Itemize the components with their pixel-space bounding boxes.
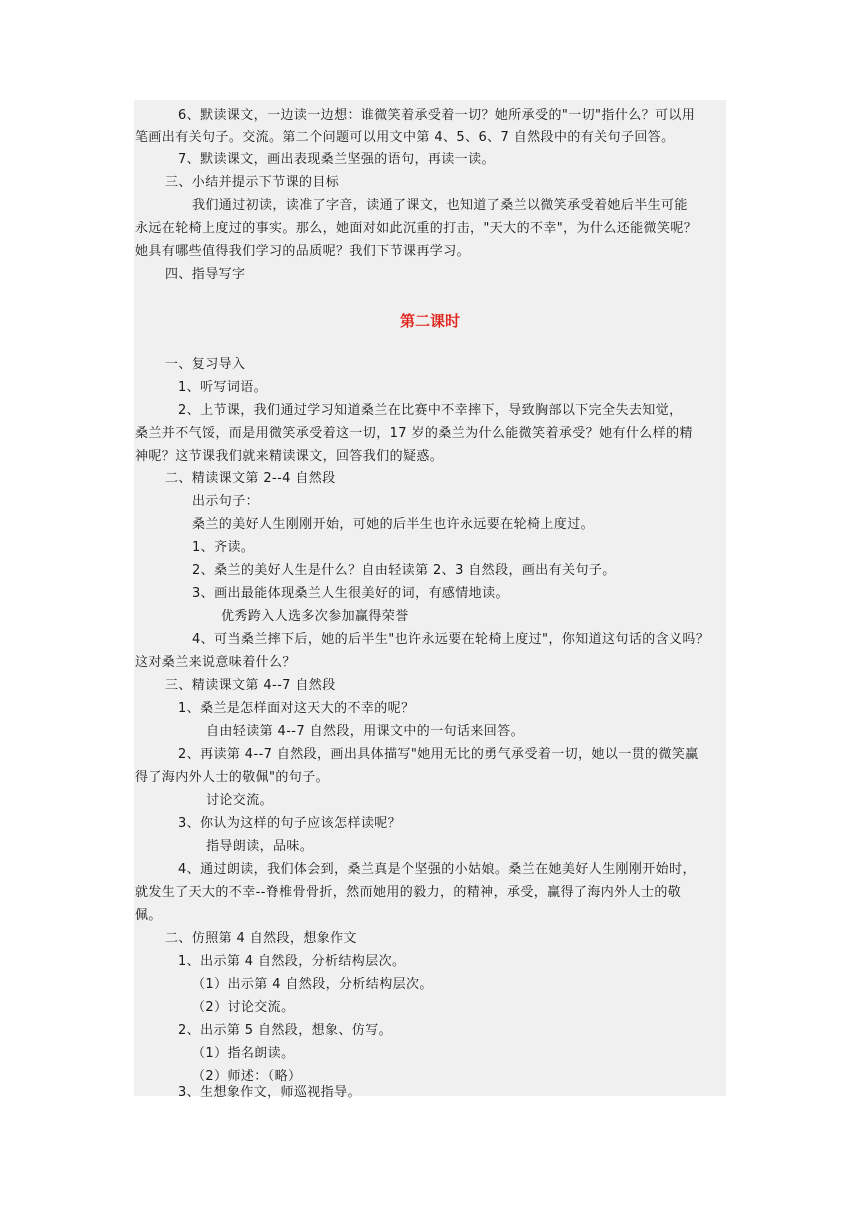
paragraph-line: 1、桑兰是怎样面对这天大的不幸的呢？	[178, 701, 415, 716]
paragraph-line: 出示句子：	[192, 494, 260, 509]
paragraph-line: 得了海内外人士的敬佩"的句子。	[135, 770, 329, 785]
paragraph-line: （1）出示第 4 自然段，分析结构层次。	[192, 977, 433, 992]
paragraph-line: 2、出示第 5 自然段，想象、仿写。	[178, 1023, 393, 1038]
paragraph-line: 这对桑兰来说意味着什么？	[135, 655, 296, 670]
section-heading: 一、复习导入	[165, 357, 246, 372]
paragraph-line: 神呢？这节课我们就来精读课文，回答我们的疑惑。	[135, 449, 444, 464]
paragraph-line: 桑兰并不气馁，而是用微笑承受着这一切，17 岁的桑兰为什么能微笑着承受？她有什么样的精	[135, 426, 693, 441]
section-heading: 二、精读课文第 2--4 自然段	[165, 471, 336, 486]
paragraph-line: 3、你认为这样的句子应该怎样读呢？	[178, 816, 402, 831]
paragraph-line: 我们通过初读，读准了字音，读通了课文，也知道了桑兰以微笑承受着她后半生可能	[192, 198, 688, 213]
paragraph-line: 她具有哪些值得我们学习的品质呢？我们下节课再学习。	[135, 244, 471, 259]
paragraph-line: 7、默读课文，画出表现桑兰坚强的语句，再读一读。	[178, 152, 495, 167]
paragraph-line: 优秀跨入人选多次参加赢得荣誉	[221, 609, 409, 624]
paragraph-line: 3、生想象作文，师巡视指导。	[178, 1085, 361, 1100]
paragraph-line: 2、再读第 4--7 自然段，画出具体描写"她用无比的勇气承受着一切，她以一贯的微笑赢	[178, 747, 699, 762]
paragraph-line: 4、通过朗读，我们体会到，桑兰真是个坚强的小姑娘。桑兰在她美好人生刚刚开始时，	[178, 862, 696, 877]
paragraph-line: 佩。	[135, 908, 162, 923]
paragraph-line: 1、出示第 4 自然段，分析结构层次。	[178, 954, 406, 969]
paragraph-line: 3、画出最能体现桑兰人生很美好的词，有感情地读。	[192, 586, 509, 601]
paragraph-line: 2、上节课，我们通过学习知道桑兰在比赛中不幸摔下，导致胸部以下完全失去知觉，	[178, 403, 683, 418]
paragraph-line: 1、齐读。	[192, 540, 255, 555]
paragraph-line: 1、听写词语。	[178, 380, 268, 395]
paragraph-line: （1）指名朗读。	[192, 1046, 295, 1061]
paragraph-line: 自由轻读第 4--7 自然段，用课文中的一句话来回答。	[206, 724, 524, 739]
paragraph-line: （2）师述：（略）	[192, 1069, 302, 1084]
paragraph-line: 讨论交流。	[206, 793, 274, 808]
paragraph-line: 笔画出有关句子。交流。第二个问题可以用文中第 4、5、6、7 自然段中的有关句子回答。	[135, 130, 675, 145]
section-heading: 二、仿照第 4 自然段，想象作文	[165, 931, 357, 946]
paragraph-line: 就发生了天大的不幸--脊椎骨骨折，然而她用的毅力，的精神，承受，赢得了海内外人士的敬	[135, 885, 682, 900]
paragraph-line: 2、桑兰的美好人生是什么？自由轻读第 2、3 自然段，画出有关句子。	[192, 563, 616, 578]
paragraph-line: 桑兰的美好人生刚刚开始，可她的后半生也许永远要在轮椅上度过。	[192, 517, 595, 532]
section-heading: 三、精读课文第 4--7 自然段	[165, 678, 336, 693]
paragraph-line: 6、默读课文，一边读一边想：谁微笑着承受着一切？她所承受的"一切"指什么？可以用	[178, 108, 696, 123]
section-heading: 三、小结并提示下节课的目标	[165, 175, 340, 190]
lesson-title: 第二课时	[399, 312, 460, 330]
paragraph-line: 永远在轮椅上度过的事实。那么，她面对如此沉重的打击，"天大的不幸"，为什么还能微笑呢？	[135, 221, 698, 236]
section-heading: 四、指导写字	[165, 267, 246, 282]
paragraph-line: （2）讨论交流。	[192, 1000, 295, 1015]
paragraph-line: 指导朗读，品味。	[206, 839, 314, 854]
paragraph-line: 4、可当桑兰摔下后，她的后半生"也许永远要在轮椅上度过"，你知道这句话的含义吗？	[192, 632, 710, 647]
